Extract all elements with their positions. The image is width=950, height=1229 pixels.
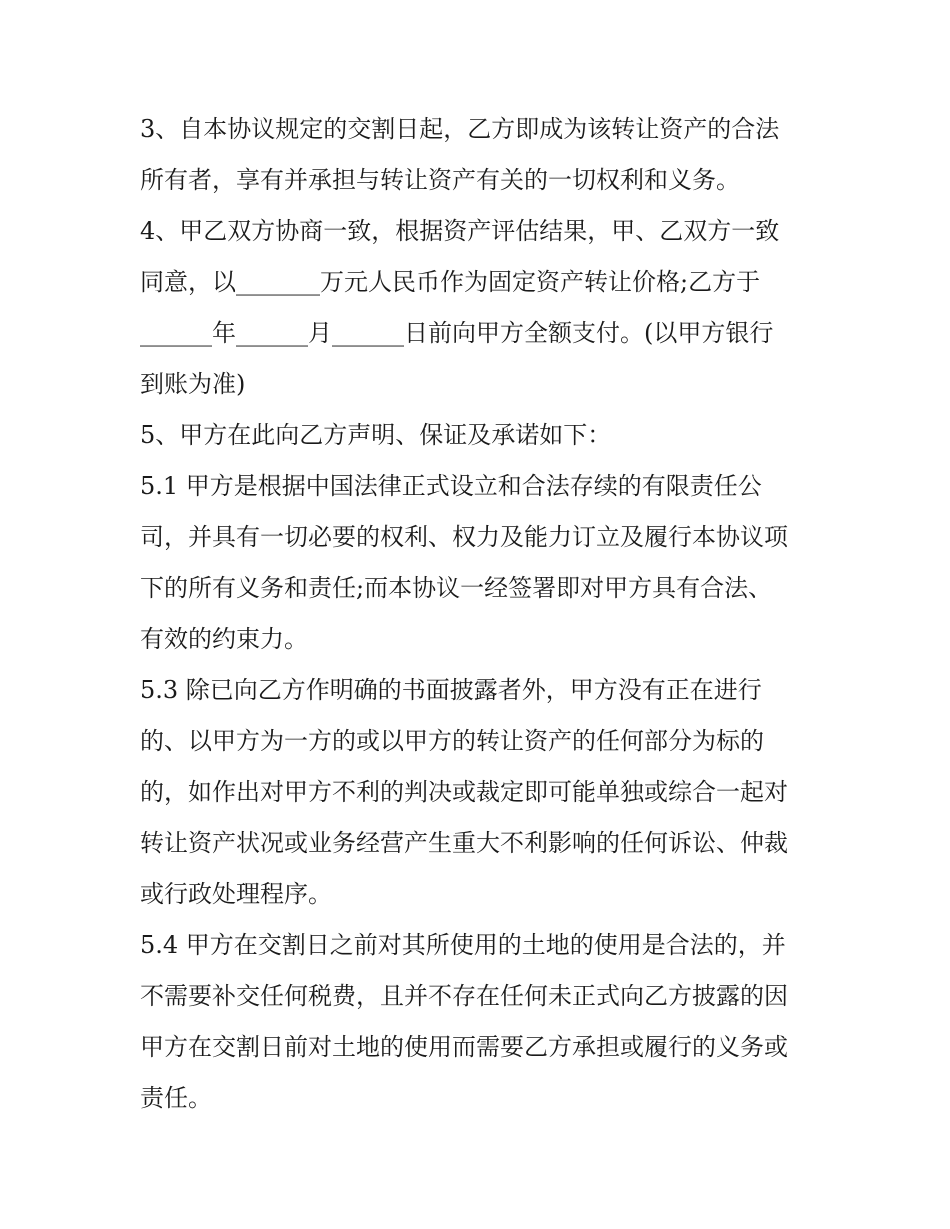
text-line: 的、以甲方为一方的或以甲方的转让资产的任何部分为标的 — [140, 727, 764, 755]
document-body — [140, 104, 820, 1124]
text-line: 5.1 甲方是根据中国法律正式设立和合法存续的有限责任公 — [140, 472, 762, 500]
text-line: 责任。 — [140, 1084, 212, 1112]
text-line: 转让资产状况或业务经营产生重大不利影响的任何诉讼、仲裁 — [140, 829, 788, 857]
text-line: 5.4 甲方在交割日之前对其所使用的土地的使用是合法的，并 — [140, 931, 786, 959]
text-line: ______年______月______日前向甲方全额支付。(以甲方银行 — [140, 319, 774, 347]
text-line: 不需要补交任何税费，且并不存在任何未正式向乙方披露的因 — [140, 982, 788, 1010]
text-line: 下的所有义务和责任;而本协议一经签署即对甲方具有合法、 — [140, 574, 773, 602]
text-line: 的，如作出对甲方不利的判决或裁定即可能单独或综合一起对 — [140, 778, 788, 806]
text-line: 到账为准) — [140, 370, 246, 398]
text-line: 或行政处理程序。 — [140, 880, 332, 908]
text-line: 同意，以_______万元人民币作为固定资产转让价格;乙方于 — [140, 268, 761, 296]
text-line: 5.3 除已向乙方作明确的书面披露者外，甲方没有正在进行 — [140, 676, 762, 704]
text-line: 3、自本协议规定的交割日起，乙方即成为该转让资产的合法 — [140, 115, 780, 143]
text-line: 有效的约束力。 — [140, 625, 308, 653]
text-line: 司，并具有一切必要的权利、权力及能力订立及履行本协议项 — [140, 523, 788, 551]
text-line: 5、甲方在此向乙方声明、保证及承诺如下： — [140, 421, 612, 449]
text-line: 所有者，享有并承担与转让资产有关的一切权利和义务。 — [140, 166, 740, 194]
text-line: 甲方在交割日前对土地的使用而需要乙方承担或履行的义务或 — [140, 1033, 788, 1061]
text-line: 4、甲乙双方协商一致，根据资产评估结果，甲、乙双方一致 — [140, 217, 780, 245]
